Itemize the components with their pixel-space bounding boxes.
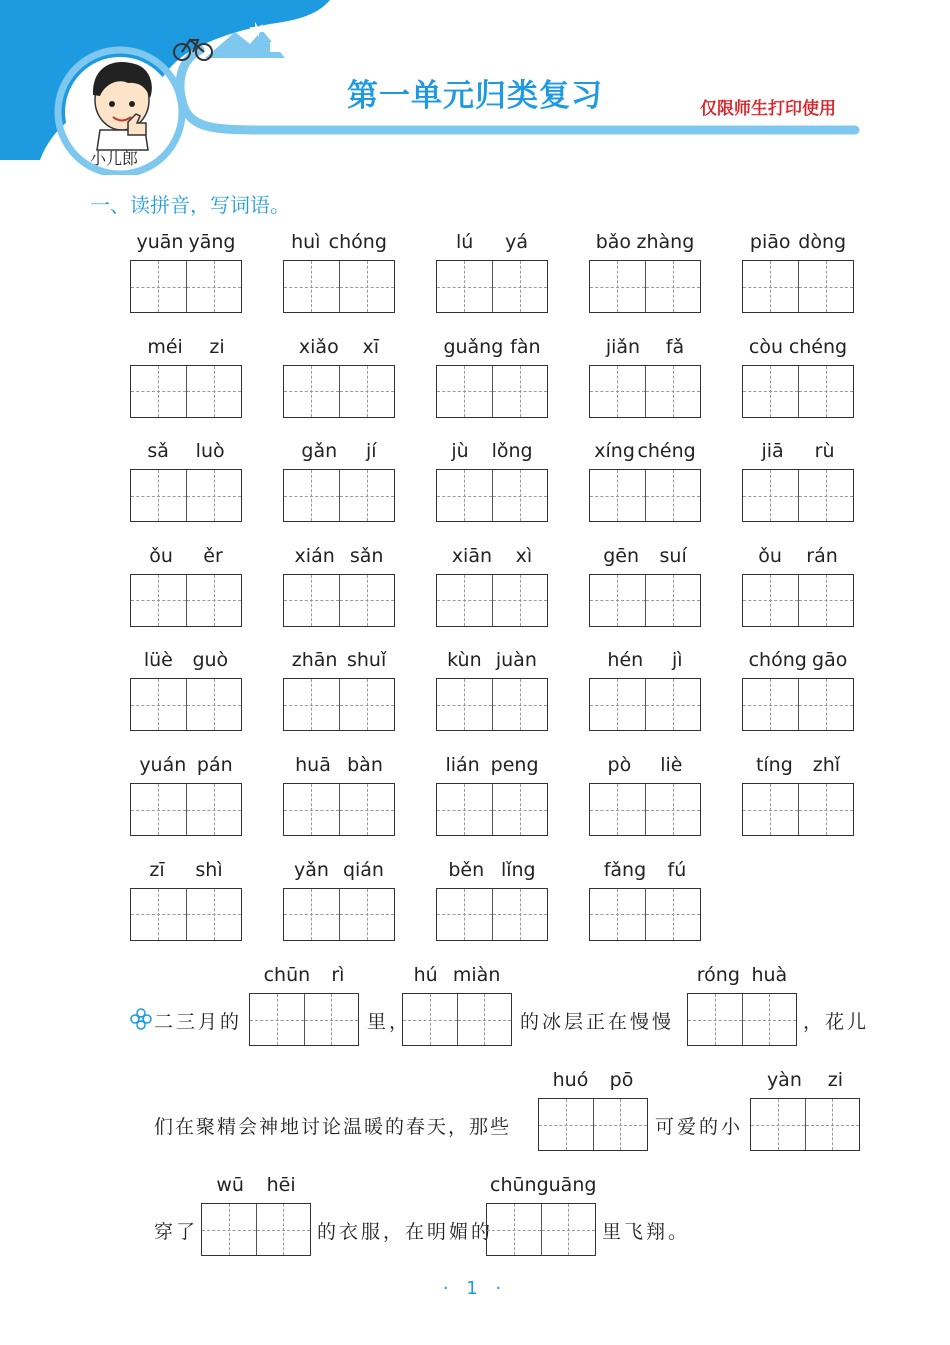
pinyin-label: [589, 647, 701, 671]
print-notice: 仅限师生打印使用: [700, 99, 836, 119]
answer-box[interactable]: [130, 365, 242, 418]
pinyin-syllable: tíng: [755, 754, 793, 776]
answer-box[interactable]: [402, 993, 512, 1046]
pinyin-syllable: lǐng: [500, 858, 536, 881]
pinyin-syllable: fàn: [510, 335, 541, 358]
word-cell: [436, 752, 548, 836]
pinyin-label: [283, 647, 395, 671]
writing-square[interactable]: [339, 470, 395, 521]
answer-box[interactable]: [249, 993, 359, 1046]
pinyin-syllable: juàn: [495, 649, 537, 672]
word-cell: [283, 438, 395, 522]
writing-square[interactable]: [590, 366, 645, 417]
page-title: 第一单元归类复习: [347, 78, 603, 114]
writing-square[interactable]: [645, 261, 701, 312]
pinyin-syllable: guò: [192, 649, 229, 672]
pinyin-label: [130, 752, 242, 776]
pinyin-label: [283, 752, 395, 776]
pinyin-syllable: zi: [209, 335, 225, 358]
writing-square[interactable]: [590, 679, 645, 730]
pinyin-syllable: jù: [451, 440, 469, 463]
section-title: 一、读拼音，写词语。: [90, 193, 290, 217]
pinyin-syllable: méi: [147, 335, 183, 358]
writing-square[interactable]: [743, 575, 798, 626]
writing-square[interactable]: [339, 366, 395, 417]
answer-box[interactable]: [283, 260, 395, 313]
pinyin-label: [130, 543, 242, 567]
pinyin-syllable: hú: [413, 964, 438, 986]
pinyin-syllable: zi: [827, 1069, 844, 1091]
writing-square[interactable]: [437, 470, 492, 521]
writing-square[interactable]: [186, 889, 242, 940]
pinyin-syllable: qián: [342, 858, 384, 881]
answer-box[interactable]: [538, 1098, 648, 1151]
writing-square[interactable]: [339, 784, 395, 835]
word-cell: [589, 543, 701, 627]
pinyin-syllable: rù: [814, 440, 835, 463]
writing-square[interactable]: [284, 366, 339, 417]
answer-box[interactable]: [742, 574, 854, 627]
pinyin-syllable: běn: [448, 858, 485, 881]
pinyin-syllable: fú: [667, 858, 687, 881]
pinyin-syllable: còu: [748, 335, 784, 358]
writing-square[interactable]: [798, 784, 854, 835]
pinyin-syllable: wū: [216, 1174, 244, 1196]
pinyin-syllable: yá: [505, 231, 529, 253]
writing-square[interactable]: [186, 784, 242, 835]
writing-square[interactable]: [590, 261, 645, 312]
passage-text: 穿了: [154, 1221, 199, 1243]
writing-square[interactable]: [743, 470, 798, 521]
flower-icon: [130, 1008, 152, 1030]
pinyin-label: [742, 647, 854, 671]
writing-square[interactable]: [437, 679, 492, 730]
pinyin-label: [436, 229, 548, 253]
answer-box[interactable]: [283, 469, 395, 522]
pinyin-syllable: pò: [607, 754, 632, 776]
pinyin-label: [283, 438, 395, 462]
writing-square[interactable]: [131, 679, 186, 730]
pinyin-syllable: hén: [607, 649, 644, 672]
pinyin-syllable: sǎ: [147, 440, 169, 463]
writing-square[interactable]: [131, 366, 186, 417]
writing-square[interactable]: [492, 575, 548, 626]
pinyin-syllable: piāo: [749, 231, 791, 253]
pinyin-label: [589, 438, 701, 462]
passage-text: 的衣服，在明媚的: [317, 1221, 494, 1243]
pinyin-syllable: chūn: [263, 964, 311, 986]
word-cell: [436, 438, 548, 522]
pinyin-label: [283, 857, 395, 881]
pinyin-syllable: gǎn: [301, 440, 338, 463]
passage-text: 里，: [367, 1011, 412, 1033]
writing-square[interactable]: [645, 470, 701, 521]
answer-box[interactable]: [283, 783, 395, 836]
word-cell: [436, 647, 548, 731]
writing-square[interactable]: [339, 679, 395, 730]
answer-box[interactable]: [589, 469, 701, 522]
writing-square[interactable]: [645, 784, 701, 835]
pinyin-label: [130, 857, 242, 881]
pinyin-syllable: yuán: [139, 754, 187, 776]
writing-square[interactable]: [590, 575, 645, 626]
answer-box[interactable]: [742, 783, 854, 836]
passage-text: 可爱的小: [655, 1116, 744, 1138]
writing-square[interactable]: [437, 889, 492, 940]
pinyin-syllable: lüè: [143, 649, 173, 672]
answer-box[interactable]: [130, 469, 242, 522]
writing-square[interactable]: [492, 889, 548, 940]
pinyin-syllable: guāng: [536, 1174, 597, 1196]
pinyin-syllable: gāo: [812, 649, 848, 672]
passage-text: ，花儿: [803, 1011, 870, 1033]
pinyin-syllable: zhǐ: [812, 754, 841, 776]
pinyin-syllable: jì: [672, 649, 683, 672]
word-cell: [130, 229, 242, 313]
writing-square[interactable]: [492, 784, 548, 835]
word-cell: [589, 752, 701, 836]
pinyin-label: [742, 752, 854, 776]
pinyin-syllable: yǎn: [294, 858, 329, 881]
word-cell: [742, 647, 854, 731]
writing-square[interactable]: [284, 470, 339, 521]
pinyin-syllable: xī: [362, 335, 380, 358]
writing-square[interactable]: [131, 784, 186, 835]
writing-square[interactable]: [743, 261, 798, 312]
pinyin-label: [589, 229, 701, 253]
pinyin-syllable: huó: [552, 1069, 589, 1091]
answer-box[interactable]: [436, 888, 548, 941]
word-cell: [283, 857, 395, 941]
writing-square[interactable]: [492, 470, 548, 521]
word-cell: [130, 752, 242, 836]
word-cell: [742, 229, 854, 313]
passage-text: 们在聚精会神地讨论温暖的春天，那些: [154, 1116, 512, 1138]
pinyin-syllable: dòng: [798, 231, 847, 253]
word-cell: [130, 647, 242, 731]
answer-box[interactable]: [436, 469, 548, 522]
word-cell: [742, 543, 854, 627]
pinyin-label: [436, 334, 548, 358]
word-cell: [436, 334, 548, 418]
pinyin-label: [742, 543, 854, 567]
writing-square[interactable]: [284, 679, 339, 730]
blank-cell: [402, 962, 512, 1046]
word-cell: [436, 857, 548, 941]
pinyin-label: [436, 543, 548, 567]
writing-square[interactable]: [131, 889, 186, 940]
word-cell: [742, 752, 854, 836]
writing-square[interactable]: [743, 366, 798, 417]
writing-square[interactable]: [284, 575, 339, 626]
writing-square[interactable]: [186, 470, 242, 521]
pinyin-syllable: rì: [331, 964, 345, 986]
answer-box[interactable]: [130, 888, 242, 941]
writing-square[interactable]: [590, 784, 645, 835]
pinyin-syllable: bǎo: [595, 231, 632, 253]
answer-box[interactable]: [589, 260, 701, 313]
pinyin-syllable: chóng: [748, 649, 807, 672]
word-cell: [283, 752, 395, 836]
word-cell: [589, 229, 701, 313]
blank-cell: [687, 962, 797, 1046]
answer-box[interactable]: [436, 574, 548, 627]
pinyin-syllable: kùn: [447, 649, 482, 672]
pinyin-syllable: chóng: [328, 231, 387, 253]
writing-square[interactable]: [590, 889, 645, 940]
pinyin-syllable: ǒu: [758, 544, 782, 567]
answer-box[interactable]: [589, 783, 701, 836]
pinyin-syllable: suí: [659, 544, 687, 567]
word-cell: [589, 857, 701, 941]
writing-square[interactable]: [743, 784, 798, 835]
writing-square[interactable]: [492, 366, 548, 417]
pinyin-syllable: yuān: [136, 231, 184, 253]
pinyin-syllable: jiā: [761, 440, 784, 463]
answer-box[interactable]: [201, 1203, 311, 1256]
pinyin-label: [589, 752, 701, 776]
answer-box[interactable]: [589, 574, 701, 627]
writing-square[interactable]: [131, 261, 186, 312]
writing-square[interactable]: [131, 575, 186, 626]
pinyin-syllable: luò: [195, 440, 225, 463]
word-cell: [130, 857, 242, 941]
pinyin-syllable: huì: [291, 231, 321, 253]
pinyin-syllable: hēi: [266, 1174, 296, 1196]
pinyin-label: [130, 334, 242, 358]
writing-square[interactable]: [437, 784, 492, 835]
passage-text: 里飞翔。: [602, 1221, 691, 1243]
answer-box[interactable]: [130, 783, 242, 836]
answer-box[interactable]: [130, 574, 242, 627]
pinyin-syllable: bàn: [347, 754, 383, 776]
writing-square[interactable]: [492, 679, 548, 730]
word-cell: [283, 229, 395, 313]
word-cell: [436, 229, 548, 313]
word-cell: [283, 543, 395, 627]
writing-square[interactable]: [798, 261, 854, 312]
page-number: · 1 ·: [442, 1278, 508, 1299]
writing-square[interactable]: [437, 261, 492, 312]
pinyin-label: [589, 334, 701, 358]
writing-square[interactable]: [645, 679, 701, 730]
answer-box[interactable]: [742, 365, 854, 418]
pinyin-label: [589, 857, 701, 881]
answer-box[interactable]: [436, 783, 548, 836]
pinyin-syllable: sǎn: [349, 544, 384, 567]
answer-box[interactable]: [589, 678, 701, 731]
writing-square[interactable]: [131, 470, 186, 521]
writing-square[interactable]: [284, 784, 339, 835]
pinyin-syllable: lián: [445, 754, 480, 776]
pinyin-label: [283, 543, 395, 567]
writing-square[interactable]: [645, 366, 701, 417]
answer-box[interactable]: [130, 260, 242, 313]
pinyin-syllable: zhān: [291, 649, 338, 672]
word-cell: [589, 334, 701, 418]
writing-square[interactable]: [590, 470, 645, 521]
pinyin-syllable: xián: [294, 544, 335, 567]
pinyin-syllable: xíng: [594, 440, 635, 463]
pinyin-label: [742, 334, 854, 358]
passage-text: 二三月的: [154, 1011, 243, 1033]
answer-box[interactable]: [130, 678, 242, 731]
word-cell: [283, 334, 395, 418]
pinyin-label: [283, 229, 395, 253]
writing-square[interactable]: [186, 575, 242, 626]
word-cell: [436, 543, 548, 627]
answer-box[interactable]: [283, 888, 395, 941]
answer-box[interactable]: [589, 888, 701, 941]
answer-box[interactable]: [283, 678, 395, 731]
pinyin-label: [130, 229, 242, 253]
pinyin-syllable: jí: [366, 440, 377, 463]
writing-square[interactable]: [339, 575, 395, 626]
answer-box[interactable]: [742, 260, 854, 313]
pinyin-syllable: liè: [660, 754, 683, 776]
writing-square[interactable]: [492, 261, 548, 312]
word-cell: [283, 647, 395, 731]
answer-box[interactable]: [687, 993, 797, 1046]
writing-square[interactable]: [186, 261, 242, 312]
pinyin-syllable: xì: [515, 544, 533, 567]
pinyin-syllable: gēn: [603, 544, 640, 567]
pinyin-syllable: lú: [455, 231, 474, 253]
pinyin-label: [130, 438, 242, 462]
answer-box[interactable]: [486, 1203, 596, 1256]
blank-cell: [201, 1172, 311, 1256]
answer-box[interactable]: [436, 260, 548, 313]
blank-cell: [538, 1067, 648, 1151]
pinyin-syllable: huā: [295, 754, 331, 776]
pinyin-label: [589, 543, 701, 567]
writing-square[interactable]: [186, 679, 242, 730]
pinyin-syllable: shuǐ: [346, 649, 387, 672]
writing-square[interactable]: [798, 470, 854, 521]
answer-box[interactable]: [283, 574, 395, 627]
pinyin-syllable: ěr: [203, 544, 223, 567]
word-cell: [589, 647, 701, 731]
answer-box[interactable]: [750, 1098, 860, 1151]
pinyin-syllable: shì: [195, 858, 223, 881]
pinyin-syllable: chéng: [637, 440, 696, 463]
pinyin-label: [742, 438, 854, 462]
pinyin-syllable: chéng: [788, 335, 848, 358]
passage-text: 的冰层正在慢慢: [520, 1011, 675, 1033]
writing-square[interactable]: [437, 575, 492, 626]
word-cell: [589, 438, 701, 522]
pinyin-syllable: jiǎn: [605, 335, 641, 358]
answer-box[interactable]: [436, 678, 548, 731]
word-cell: [742, 334, 854, 418]
writing-square[interactable]: [437, 366, 492, 417]
answer-box[interactable]: [742, 469, 854, 522]
blank-cell: [750, 1067, 860, 1151]
writing-square[interactable]: [339, 889, 395, 940]
blank-cell: [486, 1172, 596, 1256]
pinyin-syllable: peng: [490, 754, 539, 776]
pinyin-syllable: fǎng: [603, 858, 647, 881]
answer-box[interactable]: [283, 365, 395, 418]
writing-square[interactable]: [798, 366, 854, 417]
writing-square[interactable]: [339, 261, 395, 312]
word-cell: [130, 543, 242, 627]
answer-box[interactable]: [589, 365, 701, 418]
pinyin-syllable: yāng: [188, 231, 236, 253]
pinyin-syllable: zī: [149, 858, 165, 881]
pinyin-label: [436, 647, 548, 671]
answer-box[interactable]: [436, 365, 548, 418]
pinyin-label: [283, 334, 395, 358]
pinyin-syllable: miàn: [452, 964, 501, 986]
word-cell: [742, 438, 854, 522]
writing-square[interactable]: [284, 889, 339, 940]
pinyin-label: [130, 647, 242, 671]
brand-label: 小儿郎: [90, 149, 139, 168]
pinyin-syllable: rán: [806, 544, 838, 567]
pinyin-label: [436, 438, 548, 462]
pinyin-syllable: xiān: [451, 544, 493, 567]
mascot-boy-icon: [93, 62, 152, 150]
pinyin-label: [436, 752, 548, 776]
pinyin-syllable: zhàng: [636, 231, 695, 253]
pinyin-syllable: chūn: [490, 1174, 537, 1196]
pinyin-syllable: huà: [751, 964, 788, 986]
pinyin-label: [436, 857, 548, 881]
writing-square[interactable]: [645, 889, 701, 940]
pinyin-syllable: yàn: [766, 1069, 802, 1091]
word-cell: [130, 438, 242, 522]
word-cell: [130, 334, 242, 418]
writing-square[interactable]: [743, 679, 798, 730]
pinyin-syllable: róng: [696, 964, 740, 986]
pinyin-syllable: guǎng: [443, 335, 504, 358]
pinyin-syllable: pán: [196, 754, 233, 776]
pinyin-syllable: pō: [609, 1069, 634, 1091]
pinyin-syllable: ǒu: [149, 544, 173, 567]
pinyin-syllable: lǒng: [491, 440, 533, 463]
pinyin-syllable: fǎ: [665, 335, 685, 358]
writing-square[interactable]: [186, 366, 242, 417]
writing-square[interactable]: [798, 679, 854, 730]
blank-cell: [249, 962, 359, 1046]
writing-square[interactable]: [645, 575, 701, 626]
writing-square[interactable]: [798, 575, 854, 626]
writing-square[interactable]: [284, 261, 339, 312]
pinyin-label: [742, 229, 854, 253]
pinyin-syllable: xiǎo: [298, 335, 339, 358]
answer-box[interactable]: [742, 678, 854, 731]
